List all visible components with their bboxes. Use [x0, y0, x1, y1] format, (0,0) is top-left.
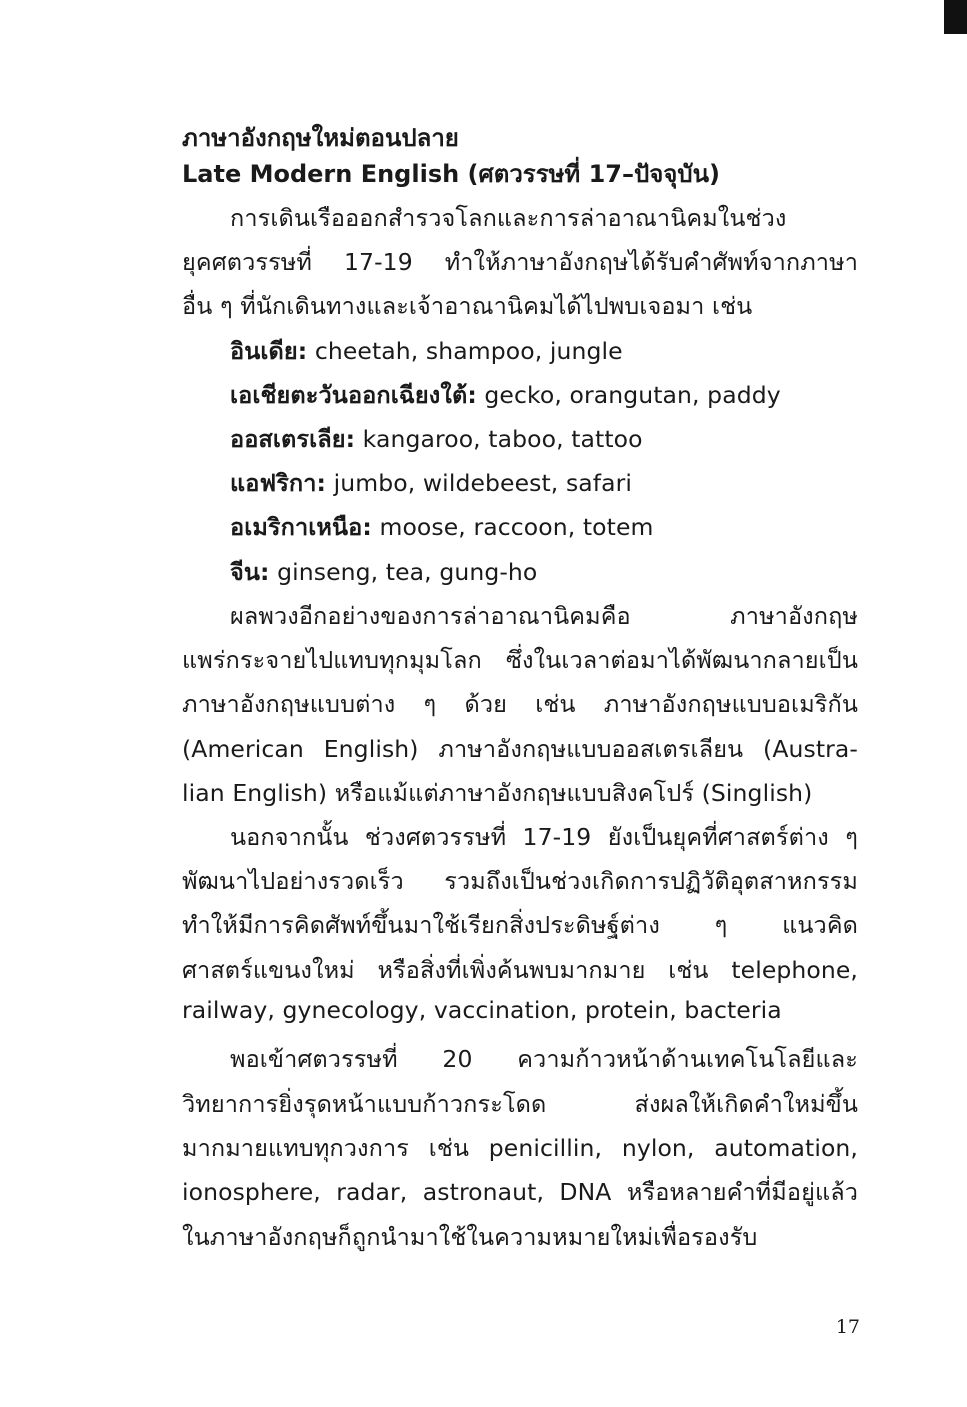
example-item — [230, 421, 643, 458]
example-item — [230, 333, 623, 370]
example-region: ออสเตรเลีย: — [230, 425, 356, 453]
section-title-english: Late Modern English (ศตวรรษที่ 17–ปัจจุบัน) — [182, 160, 720, 188]
para4-line: ionosphere, radar, astronaut, DNA หรือหลายคำที่มีอยู่แล้ว — [182, 1178, 858, 1206]
para3-line: ศาสตร์แขนงใหม่ หรือสิ่งที่เพิ่งค้นพบมากมาย เช่น telephone, — [182, 956, 858, 984]
para3-line: พัฒนาไปอย่างรวดเร็ว รวมถึงเป็นช่วงเกิดการปฏิวัติอุตสาหกรรม — [182, 867, 858, 895]
example-region: แอฟริกา: — [230, 469, 327, 497]
example-words: gecko, orangutan, paddy — [476, 381, 781, 409]
example-region: จีน: — [230, 558, 270, 586]
para1-line: อื่น ๆ ที่นักเดินทางและเจ้าอาณานิคมได้ไปพบเจอมา เช่น — [182, 292, 753, 320]
para4-line: มากมายแทบทุกวงการ เช่น penicillin, nylon, automation, — [182, 1134, 858, 1162]
para2-line: (American English) ภาษาอังกฤษแบบออสเตรเลียน (Austra- — [182, 735, 858, 763]
para4-line: พอเข้าศตวรรษที่ 20 ความก้าวหน้าด้านเทคโนโลยีและ — [230, 1045, 858, 1073]
para1-line: ยุคศตวรรษที่ 17-19 ทำให้ภาษาอังกฤษได้รับคำศัพท์จากภาษา — [182, 248, 858, 276]
example-item — [230, 377, 781, 414]
para2-line: lian English) หรือแม้แต่ภาษาอังกฤษแบบสิงคโปร์ (Singlish) — [182, 779, 813, 807]
section-title-thai: ภาษาอังกฤษใหม่ตอนปลาย — [182, 124, 459, 152]
example-region: อินเดีย: — [230, 337, 308, 365]
para4-line: ในภาษาอังกฤษก็ถูกนำมาใช้ในความหมายใหม่เพื่อรองรับ — [182, 1223, 758, 1251]
example-words: jumbo, wildebeest, safari — [326, 469, 633, 497]
example-words: cheetah, shampoo, jungle — [307, 337, 623, 365]
example-region: เอเชียตะวันออกเฉียงใต้: — [230, 381, 477, 409]
example-region: อเมริกาเหนือ: — [230, 513, 372, 541]
para3-line: นอกจากนั้น ช่วงศตวรรษที่ 17-19 ยังเป็นยุคที่ศาสตร์ต่าง ๆ — [230, 823, 858, 851]
para4-line: วิทยาการยิ่งรุดหน้าแบบก้าวกระโดด ส่งผลให้เกิดคำใหม่ขึ้น — [182, 1090, 858, 1118]
example-item — [230, 509, 654, 546]
para2-line: ภาษาอังกฤษแบบต่าง ๆ ด้วย เช่น ภาษาอังกฤษแบบอเมริกัน — [182, 690, 858, 718]
para1-line: การเดินเรือออกสำรวจโลกและการล่าอาณานิคมในช่วง — [230, 204, 787, 232]
example-item — [230, 554, 537, 591]
para2-line: แพร่กระจายไปแทบทุกมุมโลก ซึ่งในเวลาต่อมาได้พัฒนากลายเป็น — [182, 646, 858, 674]
page-number: 17 — [835, 1316, 860, 1338]
example-words: ginseng, tea, gung-ho — [269, 558, 538, 586]
example-item — [230, 465, 632, 502]
example-words: kangaroo, taboo, tattoo — [355, 425, 643, 453]
para3-line: ทำให้มีการคิดศัพท์ขึ้นมาใช้เรียกสิ่งประดิษฐ์ต่าง ๆ แนวคิด — [182, 911, 858, 939]
page-edge-tab — [944, 0, 967, 34]
para2-line: ผลพวงอีกอย่างของการล่าอาณานิคมคือ ภาษาอังกฤษ — [230, 602, 858, 630]
para3-line: railway, gynecology, vaccination, protein, bacteria — [182, 996, 782, 1024]
example-words: moose, raccoon, totem — [371, 513, 654, 541]
